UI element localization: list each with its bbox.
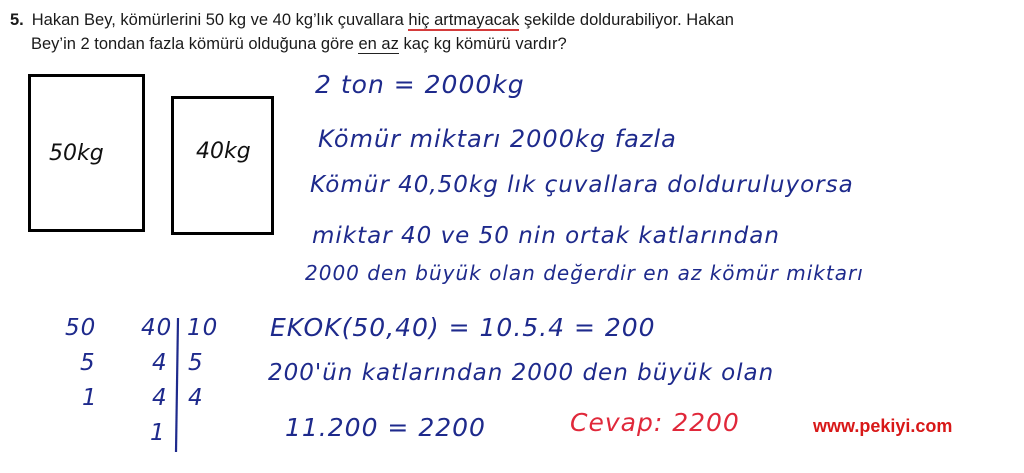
question-line1-end: şekilde doldurabiliyor. Hakan	[519, 11, 734, 29]
question-number: 5.	[10, 11, 24, 29]
table-col1-row2: 5	[80, 350, 96, 376]
sack-50kg-label: 50kg	[49, 141, 104, 166]
table-col1-row3: 1	[82, 385, 98, 411]
table-col2-row2: 4	[152, 350, 168, 376]
table-divisor-1: 10	[187, 315, 219, 341]
table-col2-row3: 4	[152, 385, 168, 411]
underlined-en-az: en az	[358, 35, 399, 53]
watermark-website: www.pekiyi.com	[813, 416, 953, 436]
hw-ekok: EKOK(50,40) = 10.5.4 = 200	[270, 313, 656, 342]
hw-katlar: 200'ün katlarından 2000 den büyük olan	[268, 360, 775, 386]
table-col2-row1: 40	[141, 315, 173, 341]
hw-line-fazla: Kömür miktarı 2000kg fazla	[318, 125, 677, 153]
hw-answer: Cevap: 2200	[570, 408, 740, 437]
hw-line-ortak-kat: miktar 40 ve 50 nin ortak katlarından	[312, 223, 780, 249]
hw-line-cuval: Kömür 40,50kg lık çuvallara dolduruluyorsa	[310, 172, 854, 198]
hw-line-2ton: 2 ton = 2000kg	[315, 70, 525, 99]
table-col2-row4: 1	[150, 420, 166, 446]
sack-40kg-label: 40kg	[196, 139, 251, 164]
table-col1-row1: 50	[65, 315, 97, 341]
underlined-hic-artmayacak: hiç artmayacak	[408, 11, 520, 29]
question-line1-start: Hakan Bey, kömürlerini 50 kg ve 40 kg’lık çuvallara	[31, 11, 409, 29]
question-line2-start: Bey’in 2 tondan fazla kömürü olduğuna göre	[31, 35, 359, 53]
table-divisor-3: 4	[188, 385, 204, 411]
hw-line-en-az: 2000 den büyük olan değerdir en az kömür miktarı	[305, 261, 864, 285]
hw-result: 11.200 = 2200	[285, 413, 486, 442]
table-divisor-2: 5	[188, 350, 204, 376]
question-line2-end: kaç kg kömürü vardır?	[398, 35, 567, 53]
